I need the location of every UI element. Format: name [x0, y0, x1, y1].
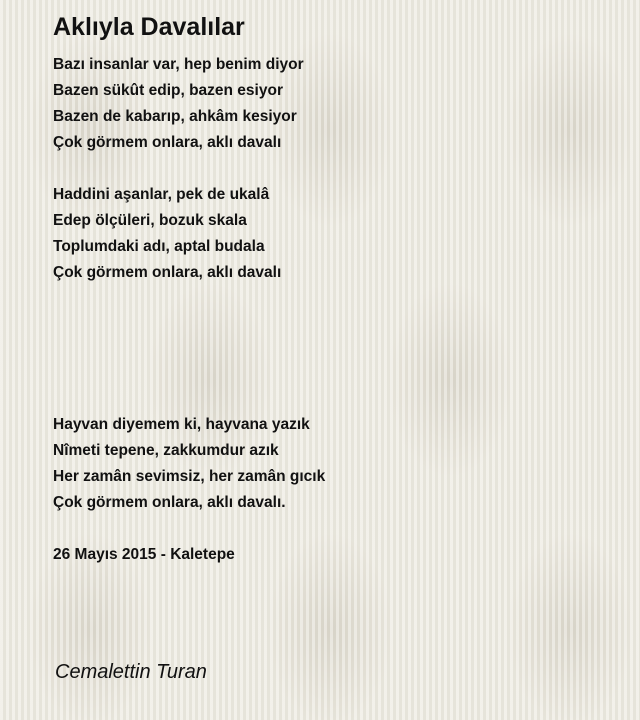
poem-author: Cemalettin Turan	[55, 661, 207, 683]
poem-line: Çok görmem onlara, aklı davalı.	[53, 494, 286, 511]
poem-line: Bazen de kabarıp, ahkâm kesiyor	[53, 108, 297, 125]
poem-line: Bazen sükût edip, bazen esiyor	[53, 82, 283, 99]
poem-date-place: 26 Mayıs 2015 - Kaletepe	[53, 546, 235, 563]
poem-title: Aklıyla Davalılar	[53, 13, 245, 41]
poem-line: Toplumdaki adı, aptal budala	[53, 238, 265, 255]
poem-line: Bazı insanlar var, hep benim diyor	[53, 56, 304, 73]
poem-line: Haddini aşanlar, pek de ukalâ	[53, 186, 270, 203]
poem-line: Edep ölçüleri, bozuk skala	[53, 212, 247, 229]
poem-line: Çok görmem onlara, aklı davalı	[53, 134, 282, 151]
poem-line: Nîmeti tepene, zakkumdur azık	[53, 442, 279, 459]
poem-line: Her zamân sevimsiz, her zamân gıcık	[53, 468, 326, 485]
poem-line: Çok görmem onlara, aklı davalı	[53, 264, 282, 281]
poem-line: Hayvan diyemem ki, hayvana yazık	[53, 416, 310, 433]
